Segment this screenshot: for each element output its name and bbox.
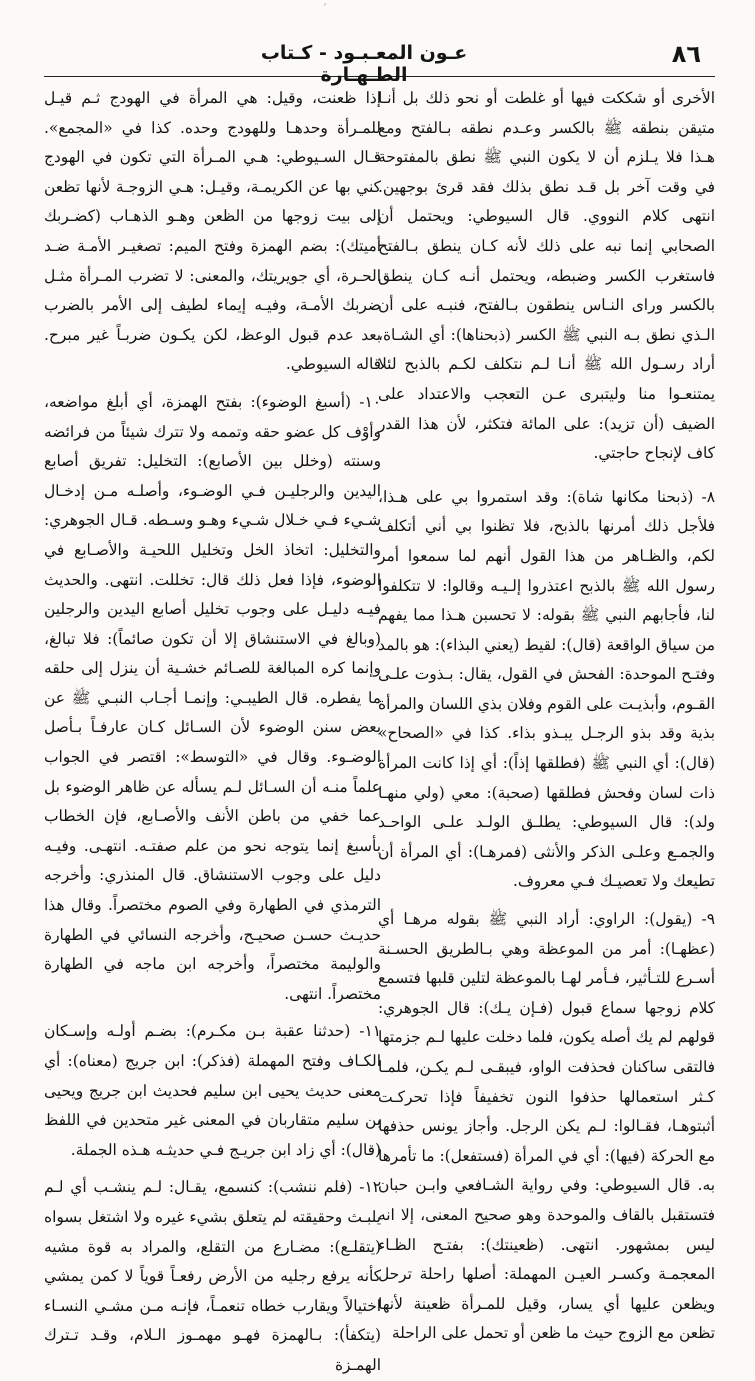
- paragraph-note-11: ١١- (حدثنا عقبة بـن مكـرم): بضـم أولـه وإسـكان الكـاف وفتح المهملة (فذكر): ابن جريج (معناه): أي معنى حديث يحيى ابن سليم فحديث ابن جريج ويحيى بن سليم متقاربان في المعنى غير متحدين في اللفظ (قال): أي زاد ابن جريـج فـي حديثـه هـذه الجملة.: [44, 1022, 381, 1159]
- page-corner-mark: ´: [322, 4, 327, 15]
- paragraph-note-8: ٨- (ذبحنا مكانها شاة): وقد استمروا بي على هـذا، فلأجل ذلك أمرنها بالذبح، فلا تظنوا بي أني أتكلف لكم، والظـاهر من هذا القول أنهم لما سمعوا أمر رسول الله ﷺ بالذبح اعتذروا إلـيـه وقالوا: لا تتكلفوا لنا، فأجابهم النبي ﷺ بقوله: لا تحسبن هـذا مما يفهم من سياق الواقعة (قال): لقيط (يعني البذاء): هو بالمد وفتـح الموحدة: الفحش في القول، يقال: بـذوت علـى القـوم، وأبذيـت على القوم وفلان بذي اللسان والمرأة بذية وقد بذو الرجـل يبـذو بذاء. كذا في «الصحاح» (قال): أي النبي ﷺ (فطلقها إذاً): أي إذا كانت المرأة ذات لسان وفحش فطلقها (صحبة): معي (ولي منهـا ولد): قال السيوطي: يطلـق الولـد علـى الواحـد والجمـع وعلـى الذكر والأنثى (فمرهـا): أي المرأة أن تطيعك ولا تعصيـك فـي معروف.: [378, 487, 715, 891]
- page-number: ٨٦: [671, 40, 701, 68]
- paragraph-note-9: ٩- (يقول): الراوي: أراد النبي ﷺ بقوله مرهـا أي (عظهـا): أمر من الموعظة وهي بـالطريق الحسـنة أسـرع للتـأثير، فـأمر لهـا بالموعظة لتلين قلبها فتسمع كلام زوجها سماع قبول (فـإن يـك): قال الجوهري: قولهم لم يك أصله يكون، فلما دخلت عليها لـم جزمتها فالتقى ساكنان فحذفت الواو، فيبقـى لـم يكـن، فلمـا كـثر استعمالها حذفوا النون تخفيفاً فإذا تحركـت أثبتوهـا، فقـالوا: لـم يكن الرجل. وأجاز يونس حذفها مع الحركة (فيها): أي في المرأة (فستفعل): ما تأمرها به. قال السيوطي: وفي رواية الشـافعي وابـن حبان فتستقبل بالقاف والموحدة وهو صحيح المعنى، إلا انه ليس بمشهور. انتهى. (ظعينتك): بفتـح الظـاء المعجمـة وكسـر العيـن المهملة: أصلها راحلة ترحل ويظعن عليها أي يسار، وقيل للمـرأة ظعينة لأنها تظعن مع الزوج حيث ما ظعن أو تحمل على الراحلة: [378, 910, 715, 1343]
- paragraph-note-10: ١٠- (أسبغ الوضوء): بفتح الهمزة، أي أبلغ مواضعه، وأوْف كل عضو حقه وتممه ولا تترك شيئاً من فرائضه وسنته (وخلل بين الأصابع): التخليل: تفريق أصابع اليدين والرجليـن فـي الوضـوء، وأصلـه مـن إدخـال شـيء فـي خـلال شـيء وهـو وسـطه. قـال الجوهري: والتخليل: اتخاذ الخل وتخليل اللحيـة والأصـابع في الوضوء، فإذا فعل ذلك قال: تخللت. انتهى. والحديث فيـه دليـل على وجوب تخليل أصابع اليدين والرجلين (وبالغ في الاستنشاق إلا أن تكون صائماً): فلا تبالغ، وإنما كره المبالغة للصـائم خشـية أن ينزل إلى حلقه ما يفطره. قال الطيبـي: وإنمـا أجـاب النبـي ﷺ عن بعض سنن الوضوء لأن السـائل كـان عارفـاً بـأصل الوضـوء. وقال في «التوسط»: اقتصر في الجواب علماً منـه أن السـائل لـم يسأله عن ظاهر الوضوء بل عما خفي من باطن الأنف والأصـابع، فإن الخطاب بأسبغ إنما يتوجه نحو من علم صفتـه. انتهـى. وفيـه دليل على وجوب الاستنشاق. قال المنذري: وأخرجه الترمذي في الطهارة وفي الصوم مختصراً. وقال هذا حديـث حسـن صحيـح، وأخرجه النسائي في الطهارة والوليمة مختصراً، وأخرجه ابن ماجه في الطهارة مختصراً. انتهى.: [44, 392, 381, 1003]
- right-text-column: [378, 84, 715, 1343]
- left-text-column: [44, 84, 381, 1374]
- running-title: عـون المعـبـود - كـتاب الطـهـارة: [260, 42, 468, 86]
- paragraph-note-12: ١٢- (فلم ننشب): كنسمع، يقـال: لـم ينشـب أي لـم يلبـث وحقيقته لم يتعلق بشيء غيره ولا اشتغل بسواه (يتقلـع): مضـارع من التقلع، والمراد به قوة مشيه كأنه يرفع رجليه من الأرض رفعـاً قوياً لا كمن يمشي اختيالاً ويقارب خطاه تنعمـاً، فإنـه مـن مشـي النسـاء (يتكفأ): بـالهمزة فهـو مهمـوز الـلام، وقـد تـترك الهمـزة: [44, 1178, 381, 1374]
- page-header: [44, 36, 715, 86]
- paragraph-continuation-left: إذا ظعنت، وقيل: هي المرأة في الهودج ثـم قيـل للمـرأة وحدهـا وللهودج وحده. كذا في «المجمع». قـال السـيوطي: هـي المـرأة التي تكون في الهودج كني بها عن الكريمـة، وقيـل: هـي الزوجـة لأنها تظعن إلى بيت زوجها من الظعن وهـو الذهـاب (كضـربك أميتك): بضم الهمزة وفتح الميم: تصغيـر الأمـة ضـد الحـرة، أي جويريتك، والمعنى: لا تضرب المـرأة مثـل ضربك الأمـة، وفيـه إيماء لطيف إلى الأمر بالضرب بعد عدم قبول الوعظ، لكن يكـون ضربـاً غير مبرح. قاله السيوطي.: [44, 89, 381, 374]
- paragraph-continuation: الأخرى أو شككت فيها أو غلطت أو نحو ذلك بل أنـا متيقن بنطقه ﷺ بالكسر وعـدم نطقه بـالفتح ومع هـذا فلا يـلزم أن لا يكون النبي ﷺ نطق بالمفتوحة في وقت آخر بل قـد نطق بذلك فقد قرئ بوجهين. انتهى كلام النووي. قال السيوطي: ويحتمل أن الصحابي إنما نبه على ذلك لأنه كـان ينطق بـالفتح فاستغرب الكسر وضبطه، ويحتمل أنـه كـان ينطق بالكسر وراى النـاس ينطقون بـالفتح، فنبـه على أن الـذي نطق بـه النبي ﷺ الكسر (ذبحناها): أي الشـاة، أراد رسـول الله ﷺ أنـا لـم نتكلف لكـم بالذبح لئلا يمتنعـوا منا وليتبرى عـن التعجب والاعتداد على الضيف (أن تزيد): على المائة فتكثر، لأن هذا القدر كاف لإنجاح حاجتي.: [378, 89, 715, 463]
